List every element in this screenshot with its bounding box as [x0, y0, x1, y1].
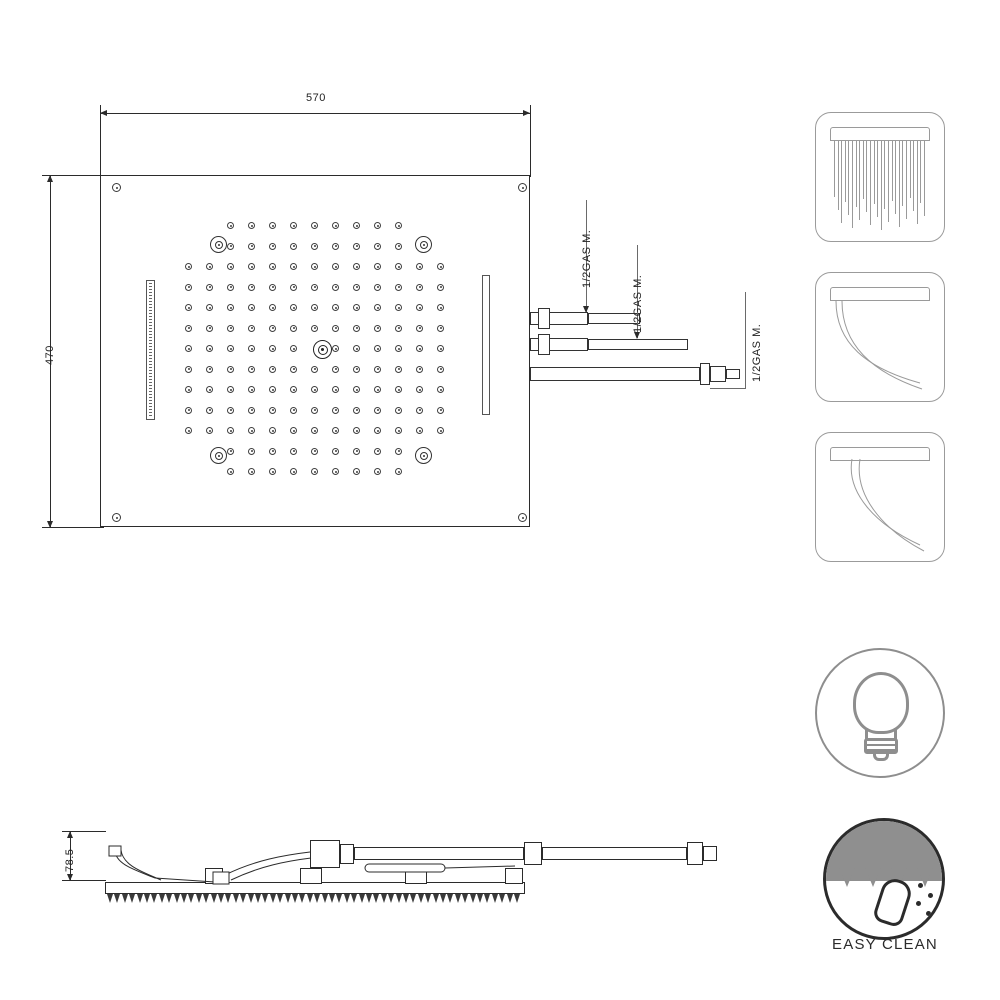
- nozzle: [374, 468, 381, 475]
- nozzle: [290, 263, 297, 270]
- nozzle: [353, 304, 360, 311]
- nozzle: [353, 427, 360, 434]
- rain-stream: [838, 141, 839, 210]
- nozzle: [227, 448, 234, 455]
- nozzle: [374, 407, 381, 414]
- nozzle: [437, 407, 444, 414]
- nozzle: [353, 345, 360, 352]
- nozzle: [332, 345, 339, 352]
- nozzle: [395, 304, 402, 311]
- nozzle: [269, 448, 276, 455]
- nozzle: [353, 468, 360, 475]
- nozzle: [395, 468, 402, 475]
- nozzle: [185, 345, 192, 352]
- nozzle: [206, 263, 213, 270]
- nozzle: [290, 407, 297, 414]
- center-jet-nozzle: [313, 340, 332, 359]
- bulb-base-line: [867, 744, 895, 746]
- corner-jet-nozzle: [415, 447, 432, 464]
- nozzle: [269, 304, 276, 311]
- nozzle: [290, 304, 297, 311]
- nozzle: [437, 345, 444, 352]
- nozzle: [227, 407, 234, 414]
- rain-stream: [884, 141, 885, 209]
- right-cascade-slot: [482, 275, 490, 415]
- nozzle: [206, 427, 213, 434]
- bulb-tip: [873, 754, 889, 761]
- nozzle: [269, 243, 276, 250]
- nozzle: [395, 284, 402, 291]
- nozzle: [332, 448, 339, 455]
- nozzle: [269, 345, 276, 352]
- nozzle: [206, 325, 213, 332]
- nozzle: [227, 468, 234, 475]
- rain-stream: [866, 141, 867, 212]
- nozzle: [416, 284, 423, 291]
- nozzle: [269, 222, 276, 229]
- rain-stream: [856, 141, 857, 207]
- nozzle: [227, 345, 234, 352]
- nozzle: [290, 448, 297, 455]
- nozzle: [311, 243, 318, 250]
- rain-stream: [906, 141, 907, 219]
- nozzle: [437, 284, 444, 291]
- nozzle: [185, 325, 192, 332]
- nozzle: [437, 263, 444, 270]
- nozzle: [290, 468, 297, 475]
- nozzle: [248, 427, 255, 434]
- nozzle: [269, 407, 276, 414]
- nozzle: [206, 345, 213, 352]
- nozzle: [332, 263, 339, 270]
- nozzle: [395, 427, 402, 434]
- nozzle: [353, 222, 360, 229]
- nozzle: [227, 366, 234, 373]
- nozzle: [290, 366, 297, 373]
- nozzle: [395, 222, 402, 229]
- rain-stream: [848, 141, 849, 215]
- nozzle: [269, 468, 276, 475]
- nozzle: [374, 366, 381, 373]
- nozzle: [311, 304, 318, 311]
- nozzle: [395, 345, 402, 352]
- nozzle: [185, 407, 192, 414]
- nozzle: [395, 407, 402, 414]
- nozzle: [227, 284, 234, 291]
- easy-clean-label: EASY CLEAN: [832, 936, 938, 953]
- nozzle: [248, 284, 255, 291]
- nozzle: [248, 243, 255, 250]
- rain-stream: [888, 141, 889, 222]
- width-dimension-label: 570: [306, 92, 326, 104]
- nozzle: [332, 366, 339, 373]
- nozzle: [290, 427, 297, 434]
- nozzle: [353, 325, 360, 332]
- nozzle: [185, 284, 192, 291]
- bulb-base: [864, 738, 898, 754]
- nozzle: [395, 448, 402, 455]
- nozzle: [185, 386, 192, 393]
- nozzle: [227, 386, 234, 393]
- nozzle: [311, 407, 318, 414]
- nozzle: [374, 243, 381, 250]
- nozzle: [227, 304, 234, 311]
- waterblade-icon: [816, 433, 944, 561]
- nozzle: [290, 243, 297, 250]
- nozzle: [332, 304, 339, 311]
- corner-screw: [518, 183, 527, 192]
- nozzle: [374, 448, 381, 455]
- nozzle: [290, 222, 297, 229]
- bulb-glass: [853, 672, 909, 734]
- nozzle: [269, 325, 276, 332]
- nozzle: [311, 386, 318, 393]
- nozzle: [374, 284, 381, 291]
- nozzle: [374, 386, 381, 393]
- nozzle: [311, 468, 318, 475]
- easy-clean-circle: [823, 818, 945, 940]
- nozzle: [311, 448, 318, 455]
- nozzle: [185, 263, 192, 270]
- nozzle: [416, 345, 423, 352]
- nozzle: [395, 243, 402, 250]
- nozzle: [248, 386, 255, 393]
- nozzle: [332, 468, 339, 475]
- nozzle: [416, 325, 423, 332]
- nozzle: [290, 386, 297, 393]
- nozzle: [311, 263, 318, 270]
- rain-stream: [910, 141, 911, 198]
- connection-label: 1/2GAS M.: [751, 323, 763, 382]
- nozzle: [311, 325, 318, 332]
- nozzle: [185, 427, 192, 434]
- feature-thumb-waterblade: [815, 432, 945, 562]
- nozzle: [437, 304, 444, 311]
- nozzle: [437, 386, 444, 393]
- rain-stream: [892, 141, 893, 201]
- nozzle: [311, 427, 318, 434]
- light-feature-icon: [815, 648, 945, 778]
- rain-stream: [834, 141, 835, 197]
- rain-stream: [874, 141, 875, 204]
- nozzle: [248, 448, 255, 455]
- nozzle: [269, 386, 276, 393]
- nozzle: [206, 407, 213, 414]
- nozzle: [437, 427, 444, 434]
- rain-stream: [895, 141, 896, 214]
- nozzle: [332, 222, 339, 229]
- nozzle: [395, 366, 402, 373]
- nozzle: [248, 222, 255, 229]
- nozzle: [185, 304, 192, 311]
- rain-stream: [859, 141, 860, 220]
- nozzle: [353, 366, 360, 373]
- nozzle: [248, 263, 255, 270]
- rain-stream: [913, 141, 914, 211]
- rain-stream: [920, 141, 921, 203]
- nozzle: [311, 284, 318, 291]
- feature-thumb-rain-spray: [815, 112, 945, 242]
- nozzle: [332, 427, 339, 434]
- nozzle: [227, 427, 234, 434]
- corner-jet-nozzle: [210, 447, 227, 464]
- nozzle: [353, 284, 360, 291]
- nozzle: [311, 366, 318, 373]
- nozzle: [227, 243, 234, 250]
- nozzle: [374, 325, 381, 332]
- nozzle: [227, 222, 234, 229]
- rain-stream: [899, 141, 900, 227]
- nozzle: [374, 427, 381, 434]
- corner-screw: [518, 513, 527, 522]
- nozzle: [416, 366, 423, 373]
- nozzle: [437, 325, 444, 332]
- thickness-dimension-label: 78.5: [64, 848, 76, 872]
- nozzle: [269, 284, 276, 291]
- rain-stream: [877, 141, 878, 217]
- rain-stream: [917, 141, 918, 224]
- nozzle: [437, 366, 444, 373]
- nozzle: [248, 407, 255, 414]
- nozzle: [206, 284, 213, 291]
- nozzle: [332, 284, 339, 291]
- rain-stream: [852, 141, 853, 228]
- nozzle: [248, 366, 255, 373]
- waterfall-icon: [816, 273, 944, 401]
- nozzle: [332, 243, 339, 250]
- feature-thumb-waterfall: [815, 272, 945, 402]
- nozzle: [248, 468, 255, 475]
- nozzle: [353, 243, 360, 250]
- nozzle: [395, 386, 402, 393]
- nozzle: [416, 263, 423, 270]
- rain-stream: [902, 141, 903, 206]
- nozzle: [416, 386, 423, 393]
- rain-stream: [863, 141, 864, 199]
- nozzle: [248, 325, 255, 332]
- corner-screw: [112, 183, 121, 192]
- corner-jet-nozzle: [210, 236, 227, 253]
- nozzle: [248, 345, 255, 352]
- nozzle: [206, 386, 213, 393]
- nozzle: [374, 263, 381, 270]
- nozzle: [416, 304, 423, 311]
- nozzle: [290, 345, 297, 352]
- nozzle: [353, 386, 360, 393]
- nozzle: [290, 325, 297, 332]
- nozzle: [332, 325, 339, 332]
- bulb-base-line: [867, 749, 895, 751]
- rain-stream: [841, 141, 842, 223]
- nozzle: [395, 325, 402, 332]
- height-dimension-label: 470: [44, 345, 56, 365]
- nozzle: [269, 263, 276, 270]
- nozzle: [395, 263, 402, 270]
- left-cascade-slot: [146, 280, 155, 420]
- nozzle: [332, 386, 339, 393]
- rain-stream: [924, 141, 925, 216]
- easy-clean-icon: [815, 818, 955, 968]
- corner-jet-nozzle: [415, 236, 432, 253]
- nozzle: [353, 448, 360, 455]
- rain-stream: [870, 141, 871, 225]
- nozzle: [353, 263, 360, 270]
- corner-screw: [112, 513, 121, 522]
- nozzle: [311, 222, 318, 229]
- connection-label: 1/2GAS M.: [632, 274, 644, 333]
- nozzle: [206, 304, 213, 311]
- nozzle: [374, 222, 381, 229]
- nozzle: [269, 366, 276, 373]
- nozzle: [374, 345, 381, 352]
- nozzle: [353, 407, 360, 414]
- rain-stream: [845, 141, 846, 202]
- nozzle: [332, 407, 339, 414]
- nozzle: [248, 304, 255, 311]
- nozzle: [185, 366, 192, 373]
- nozzle: [206, 366, 213, 373]
- nozzle: [227, 325, 234, 332]
- nozzle: [374, 304, 381, 311]
- nozzle: [416, 407, 423, 414]
- nozzle: [416, 427, 423, 434]
- nozzle: [227, 263, 234, 270]
- connection-label: 1/2GAS M.: [581, 229, 593, 288]
- rain-spray-icon: [816, 113, 944, 241]
- nozzle: [269, 427, 276, 434]
- rain-stream: [881, 141, 882, 230]
- left-cascade-slot-perforation: [149, 283, 152, 417]
- shower-head-side-view: [95, 820, 745, 930]
- nozzle: [290, 284, 297, 291]
